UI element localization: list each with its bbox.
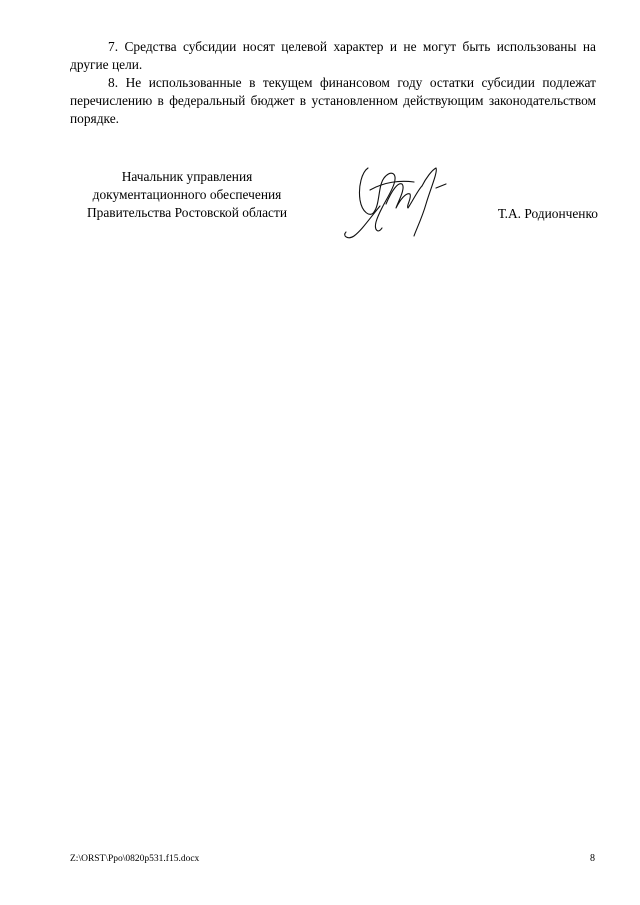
paragraph-8: 8. Не использованные в текущем финансовом году остатки субсидии подлежат перечислению в федеральный бюджет в установленном действующим законодательством порядке. bbox=[70, 75, 596, 126]
position-line-2: документационного обеспечения bbox=[92, 187, 282, 202]
body-text bbox=[70, 38, 596, 128]
handwritten-signature-icon bbox=[340, 160, 458, 242]
signer-name: Т.А. Родионченко bbox=[497, 206, 598, 221]
paragraph-7: 7. Средства субсидии носят целевой характер и не могут быть использованы на другие цели. bbox=[70, 39, 596, 72]
page-number: 8 bbox=[590, 853, 595, 864]
signer-position bbox=[62, 168, 312, 222]
position-line-1: Начальник управления bbox=[121, 169, 253, 184]
signature-block bbox=[62, 168, 602, 248]
footer-file-path: Z:\ORST\Ppo\0820p531.f15.docx bbox=[70, 854, 200, 864]
position-line-3: Правительства Ростовской области bbox=[86, 205, 288, 220]
